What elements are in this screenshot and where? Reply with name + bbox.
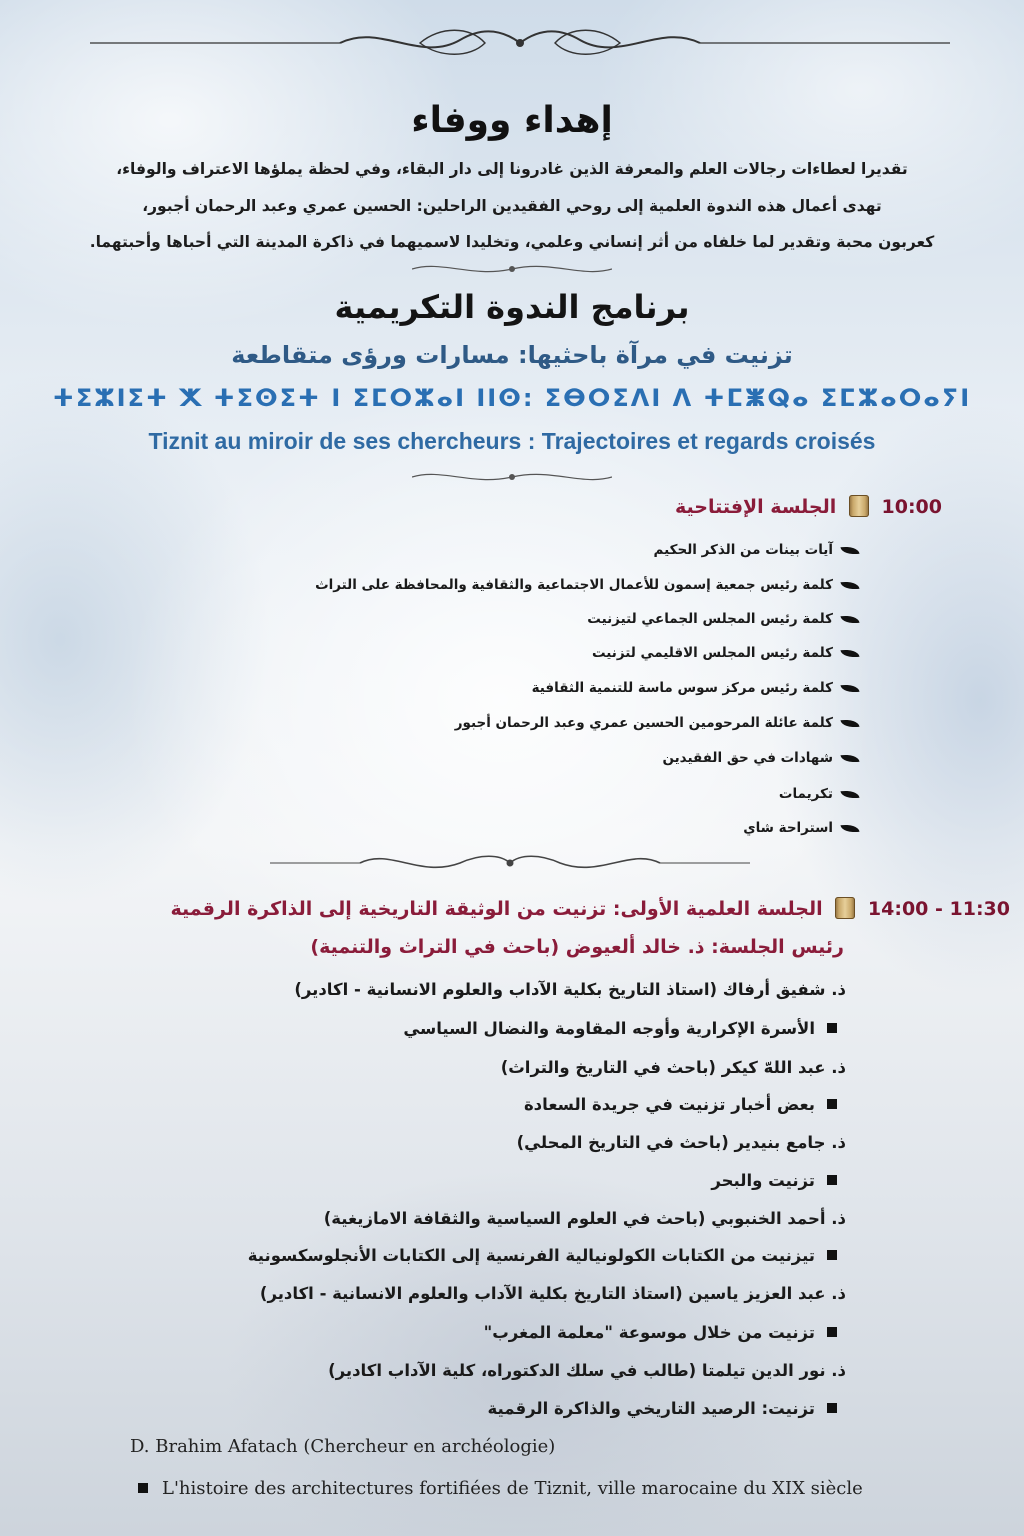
speaker-entry: ذ. نور الدين تيلمتا (طالب في سلك الدكتوراه، كلية الآداب اكادير) — [328, 1361, 846, 1380]
dedication-line-3: كعربون محبة وتقدير لما خلفاه من أثر إنساني وعلمي، وتخليدا لاسميهما في ذاكرة المدينة التي أحباها وأحبتهما. — [89, 233, 935, 251]
program-subtitle-tifinagh: ⵜⵉⵣⵏⵉⵜ ⵅ ⵜⵉⵙⵉⵜ ⵏ ⵉⵎⵔⵣⴰⵏ ⵏⵏⵙ: ⵉⴱⵔⵉⴷⵏ ⴷ ⵜⵎⵥⵕⴰ ⵉⵎⵣⴰⵔⴰⵢⵏ — [52, 384, 972, 412]
program-subtitle-french: Tiznit au miroir de ses chercheurs : Trajectoires et regards croisés — [148, 428, 876, 454]
scroll-icon — [835, 897, 855, 919]
speaker-entry: ذ. أحمد الخنبوبي (باحث في العلوم السياسية والثقافة الامازيغية) — [323, 1209, 846, 1228]
ornament-divider-small-1 — [412, 258, 612, 280]
square-bullet-icon — [827, 1327, 837, 1337]
leaf-bullet-icon — [840, 718, 859, 729]
talk-topic-french: L'histoire des architectures fortifiées de Tiznit, ville marocaine du XIX siècle — [138, 1478, 863, 1499]
program-subtitle-arabic: تزنيت في مرآة باحثيها: مسارات ورؤى متقاطعة — [231, 341, 793, 369]
leaf-bullet-icon — [840, 683, 859, 694]
leaf-bullet-icon — [840, 580, 859, 591]
session-chair: رئيس الجلسة: ذ. خالد ألعيوض (باحث في التراث والتنمية) — [310, 936, 844, 958]
square-bullet-icon — [827, 1023, 837, 1033]
list-item: كلمة رئيس جمعية إسمون للأعمال الاجتماعية والثقافية والمحافظة على التراث — [315, 577, 859, 593]
list-item: كلمة رئيس مركز سوس ماسة للتنمية الثقافية — [532, 680, 859, 696]
list-item: استراحة شاي — [743, 820, 859, 836]
talk-topic: بعض أخبار تزنيت في جريدة السعادة — [524, 1095, 837, 1114]
speaker-entry: ذ. شفيق أرفاك (استاذ التاريخ بكلية الآداب والعلوم الانسانية - اكادير) — [294, 980, 846, 999]
leaf-bullet-icon — [840, 614, 859, 625]
first-session-time: 11:30 - 14:00 — [867, 898, 1010, 920]
speaker-entry-french: D. Brahim Afatach (Chercheur en archéologie) — [130, 1436, 556, 1457]
dedication-line-1: تقديرا لعطاءات رجالات العلم والمعرفة الذين غادرونا إلى دار البقاء، وفي لحظة يملؤها الاعتراف والوفاء، — [116, 160, 908, 178]
opening-session-header — [675, 495, 942, 518]
scroll-icon — [849, 495, 869, 517]
page-title: إهداء ووفاء — [411, 100, 613, 141]
ornament-divider-top — [90, 18, 950, 68]
leaf-bullet-icon — [840, 823, 859, 834]
opening-session-title: الجلسة الإفتتاحية — [674, 496, 837, 518]
square-bullet-icon — [138, 1483, 148, 1493]
talk-topic: تزنيت من خلال موسوعة "معلمة المغرب" — [484, 1323, 837, 1342]
talk-topic: تزنيت والبحر — [711, 1171, 837, 1190]
square-bullet-icon — [827, 1099, 837, 1109]
talk-topic: الأسرة الإكرارية وأوجه المقاومة والنضال السياسي — [403, 1019, 837, 1038]
talk-topic: تزنيت: الرصيد التاريخي والذاكرة الرقمية — [488, 1399, 837, 1418]
list-item: كلمة عائلة المرحومين الحسين عمري وعبد الرحمان أجبور — [455, 715, 859, 731]
leaf-bullet-icon — [840, 545, 859, 556]
opening-session-time: 10:00 — [881, 496, 942, 518]
first-session-title: الجلسة العلمية الأولى: تزنيت من الوثيقة التاريخية إلى الذاكرة الرقمية — [170, 898, 823, 920]
speaker-entry: ذ. جامع بنيدير (باحث في التاريخ المحلي) — [516, 1133, 846, 1152]
list-item: تكريمات — [779, 786, 859, 802]
program-title: برنامج الندوة التكريمية — [334, 288, 690, 326]
dedication-line-2: تهدى أعمال هذه الندوة العلمية إلى روحي الفقيدين الراحلين: الحسين عمري وعبد الرحمان أجبور، — [142, 197, 882, 215]
first-session-header — [171, 897, 1010, 920]
list-item: كلمة رئيس المجلس الاقليمي لتزنيت — [592, 645, 859, 661]
list-item: شهادات في حق الفقيدين — [662, 750, 859, 766]
ornament-divider-small-2 — [412, 466, 612, 488]
leaf-bullet-icon — [840, 648, 859, 659]
talk-topic: تيزنيت من الكتابات الكولونيالية الفرنسية إلى الكتابات الأنجلوسكسونية — [248, 1246, 837, 1265]
ornament-divider-middle — [270, 846, 750, 880]
list-item: آيات بينات من الذكر الحكيم — [654, 542, 859, 558]
square-bullet-icon — [827, 1250, 837, 1260]
square-bullet-icon — [827, 1403, 837, 1413]
leaf-bullet-icon — [840, 753, 859, 764]
speaker-entry: ذ. عبد العزيز ياسين (استاذ التاريخ بكلية الآداب والعلوم الانسانية - اكادير) — [259, 1284, 846, 1303]
list-item: كلمة رئيس المجلس الجماعي لتيزنيت — [587, 611, 859, 627]
leaf-bullet-icon — [840, 789, 859, 800]
speaker-entry: ذ. عبد اللهّ كيكر (باحث في التاريخ والتراث) — [500, 1058, 846, 1077]
square-bullet-icon — [827, 1175, 837, 1185]
